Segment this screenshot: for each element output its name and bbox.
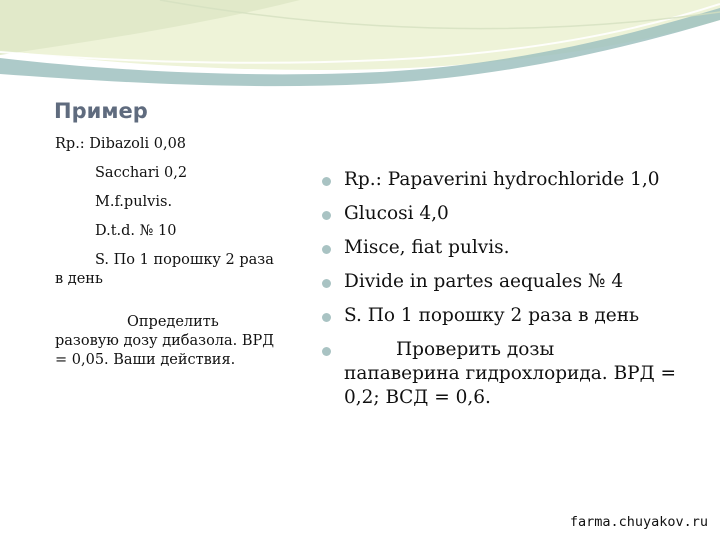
list-item	[322, 236, 687, 260]
left-signa-line	[55, 251, 285, 289]
check-doses-heading: Проверить дозы	[396, 339, 555, 360]
bullet-dot-icon	[322, 245, 331, 254]
list-item-text: S. По 1 порошку 2 раза в день	[344, 305, 640, 326]
list-item	[322, 270, 687, 294]
right-bullet-list	[322, 168, 687, 410]
left-task-text: Определить разовую дозу дибазола. ВРД = 0,05. Ваши действия.	[55, 314, 275, 368]
check-doses-body: папаверина гидрохлорида. ВРД = 0,2; ВСД = 0,6.	[344, 363, 677, 408]
left-rx-line: Rp.: Dibazoli 0,08	[55, 136, 187, 152]
bullet-dot-icon	[322, 347, 331, 356]
list-item-text: Misce, fiat pulvis.	[344, 237, 510, 258]
left-dtd-line: D.t.d. № 10	[95, 223, 177, 239]
list-item	[322, 202, 687, 226]
header-wave-decoration	[0, 0, 720, 110]
bullet-dot-icon	[322, 177, 331, 186]
bullet-dot-icon	[322, 279, 331, 288]
list-item-text: Glucosi 4,0	[344, 203, 449, 224]
left-ingredient-line: Sacchari 0,2	[95, 165, 188, 181]
list-item-text: Divide in partes aequales № 4	[344, 271, 624, 292]
list-item-text: Rp.: Papaverini hydrochloride 1,0	[344, 169, 660, 190]
right-prescription-list	[322, 168, 687, 420]
left-mix-line: M.f.pulvis.	[95, 194, 173, 210]
bullet-dot-icon	[322, 211, 331, 220]
list-item	[322, 168, 687, 192]
list-item-check-doses	[322, 338, 687, 410]
bullet-dot-icon	[322, 313, 331, 322]
left-signa-text: S. По 1 порошку 2 раза в день	[55, 252, 274, 287]
footer-site-link: farma.chuyakov.ru	[569, 514, 708, 530]
slide-title: Пример	[54, 99, 148, 123]
left-prescription-example	[55, 135, 285, 380]
list-item	[322, 304, 687, 328]
